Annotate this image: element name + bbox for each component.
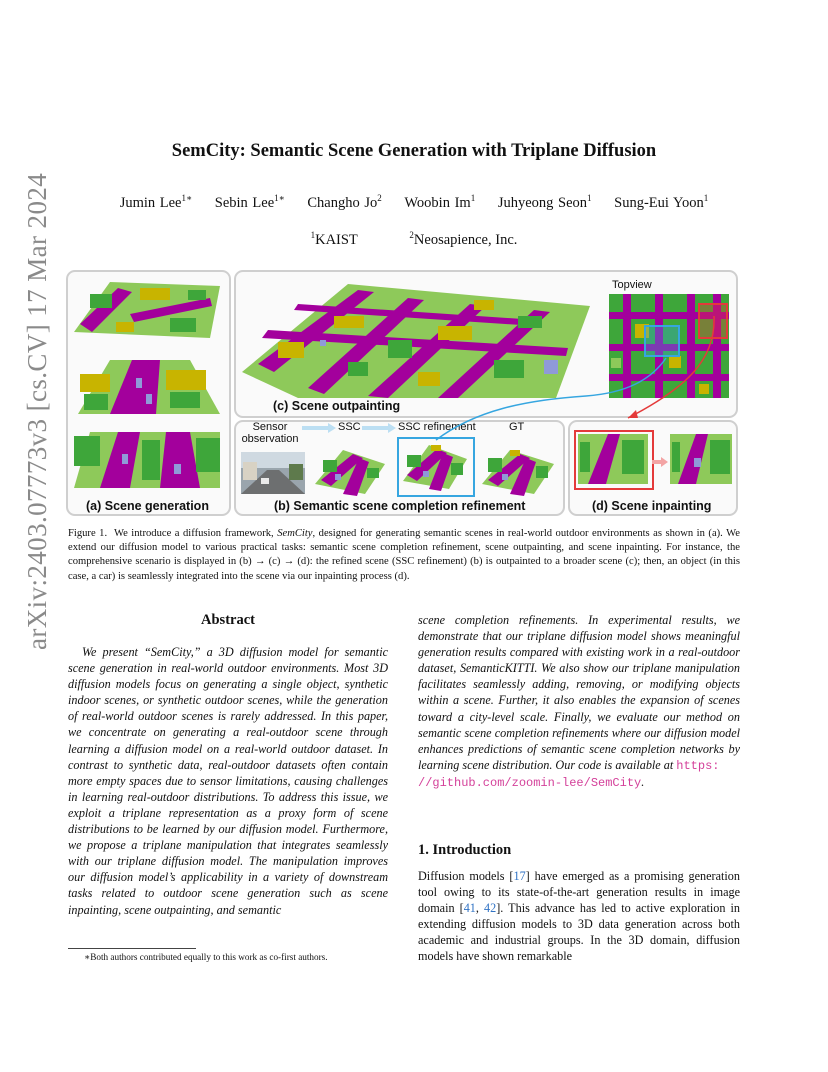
abstract-text-left: We present “SemCity,” a 3D diffusion model for semantic scene generation in real-world outdoor environments. Most 3D diffusion models focus on generating a single object, synthetic indoor scenes, or synthetic outdoor scenes, while the generation of real-world outdoor scenes is rarely addressed. In this paper, we concentrate on generating a real-outdoor scene through learning a diffusion model on a real-world outdoor dataset. In contrast to synthetic data, real-outdoor datasets often contain more empty spaces due to sensor limitations, causing challenges in learning real-outdoor distributions. To address this issue, we exploit a triplane representation as a proxy form of scene distributions to be learned by our diffusion model. Furthermore, we propose a triplane manipulation that integrates seamlessly with our triplane diffusion model. The manipulation improves our diffusion model’s applicability in a variety of downstream tasks related to outdoor scene generation such as scene inpainting, scene outpainting, and semantic: [68, 645, 388, 917]
stage-sensor-observation: Sensor observation: [241, 421, 299, 445]
introduction-text: Diffusion models [17] have emerged as a promising generation tool owing to its state-of-the-art generation results in image domain [41, 42]. This advance has led to active exploration in extending diffusion models to 3D data generation across both academic and industrial groups. In the 3D domain, diffusion models have shown remarkable: [418, 869, 740, 964]
teaser-figure: [66, 270, 742, 518]
label-scene-generation: (a) Scene generation: [86, 499, 209, 513]
author: Sebin Lee$^{1∗}$: [214, 193, 285, 211]
author: Changho Jo$^2$: [307, 193, 382, 211]
abstract-text-right: scene completion refinements. In experimental results, we demonstrate that our triplane diffusion model shows meaningful generation results compared with existing work in a real-outdoor dataset, SemanticKITTI. We also show our triplane manipulation facilitates seamlessly adding, removing, or modifying objects within a scene. Further, it also enables the expansion of scenes toward a city-level scale. Finally, we evaluate our method on semantic scene completion refinements where our diffusion model enhances predictions of semantic scene completion networks by learning scene distribution. Our code is available at https: //github.com/zoomin-lee/SemCity.: [418, 613, 740, 790]
label-scene-inpainting: (d) Scene inpainting: [592, 499, 712, 513]
label-ssc-refinement: (b) Semantic scene completion refinement: [274, 499, 526, 513]
code-link[interactable]: https:: [676, 758, 720, 773]
stage-ssc-refinement: SSC refinement: [398, 421, 476, 433]
author: Sung-Eui Yoon$^1$: [614, 193, 709, 211]
stage-ssc: SSC: [338, 421, 361, 433]
affiliation: $^2$Neosapience, Inc.: [409, 230, 518, 248]
figure-caption: Figure 1. We introduce a diffusion framework, SemCity, designed for generating semantic scenes in real-world outdoor environments as shown in (a). We extend our diffusion model to various practical tasks: semantic scene completion refinement, scene outpainting, and scene inpainting. For instance, the comprehensive scenario is displayed in (b) → (c) → (d): the refined scene (SSC refinement) (b) is outpainted to a broader scene (c); then, an object (in this case, a car) is seamlessly integrated into the scene via our inpainting process (d).: [68, 528, 740, 582]
author: Juhyeong Seon$^1$: [497, 193, 592, 211]
citation-link[interactable]: 17: [513, 869, 526, 883]
paper-title: SemCity: Semantic Scene Generation with Triplane Diffusion: [171, 141, 657, 161]
citation-link[interactable]: 42: [484, 901, 497, 916]
stage-gt: GT: [509, 421, 525, 433]
footnote-rule: [68, 948, 196, 949]
citation-link[interactable]: 41: [463, 901, 476, 916]
arxiv-identifier: arXiv:2403.07773v3 [cs.CV] 17 Mar 2024: [22, 172, 52, 650]
author: Jumin Lee$^{1∗}$: [119, 193, 193, 211]
introduction-heading: 1. Introduction: [418, 842, 512, 858]
code-link-continued[interactable]: //github.com/zoomin-lee/SemCity: [418, 775, 642, 790]
affiliation: $^1$KAIST: [310, 230, 358, 248]
footnote: ∗Both authors contributed equally to this work as co-first authors.: [84, 952, 328, 962]
author: Woobin Im$^1$: [404, 193, 476, 211]
abstract-heading: Abstract: [201, 612, 255, 628]
connector-arrows: [66, 270, 742, 518]
affiliation-list: [0, 232, 828, 249]
author-list: [0, 195, 828, 212]
label-scene-outpainting: (c) Scene outpainting: [273, 399, 401, 413]
label-topview: Topview: [612, 279, 652, 291]
